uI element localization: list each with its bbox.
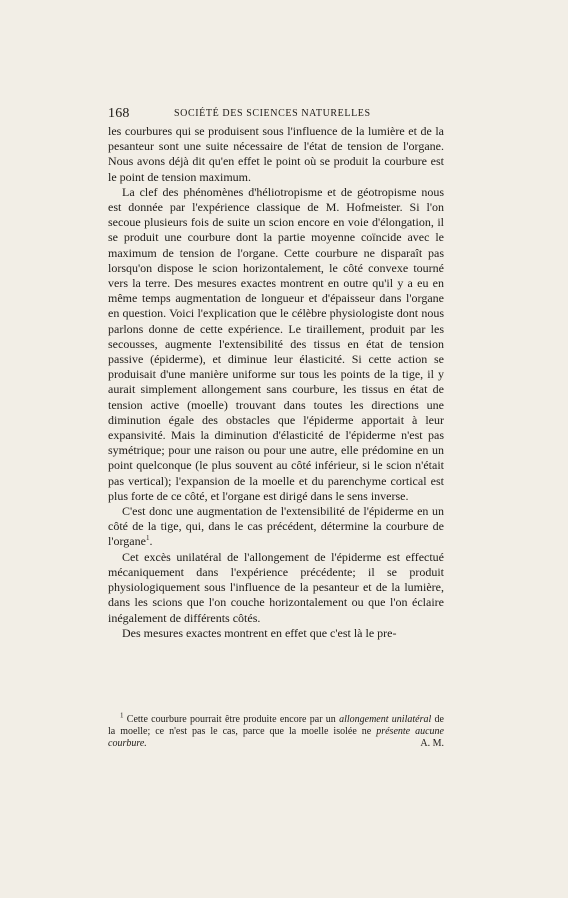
paragraph-1: les courbures qui se produisent sous l'influence de la lumière et de la pesanteur sont une suite nécessaire de l'état de tension de l'organe. Nous avons déjà dit qu'en effet le point où se produit la courbure est le point de tension maximum.: [108, 124, 444, 184]
footnote-text-middle: de la moelle; ce n'est pas le cas, parce que la moelle isolée ne: [108, 714, 444, 738]
running-title: SOCIÉTÉ DES SCIENCES NATURELLES: [174, 108, 371, 119]
paragraph-2: La clef des phénomènes d'héliotropisme et de géotropisme nous est donnée par l'expérience classique de M. Hofmeister. Si l'on secoue plusieurs fois de suite un scion encore en voie d'élongation, il se produit une courbure dont la partie moyenne coïncide avec le maximum de tension de l'organe. Cette courbure ne disparaît pas lorsqu'on dispose le scion horizontalement, le côté convexe tourné vers la terre. Des mesures exactes montrent en outre qu'il y a eu en même temps augmentation de longueur et d'épaisseur dans l'organe en question. Voici l'explication que le célèbre physiologiste dont nous parlons donne de cette expérience. Le tiraillement, produit par les secousses, augmente l'extensibilité des tissus en état de tension passive (épiderme), et diminue leur élasticité. Si cette action se produisait d'une manière uniforme sur tous les points de la tige, il y aurait simplement allongement sans courbure, les tissus en état de tension active (moelle) trouvant dans toutes les directions une diminution égale des obstacles que l'épiderme apportait à leur expansivité. Mais la diminution d'élasticité de l'épiderme n'est pas symétrique; pour une raison ou pour une autre, elle prédomine en un point quelconque (le plus souvent au côté inférieur, si le scion n'était pas vertical); l'expansion de la moelle et du parenchyme cortical est plus forte de ce côté, et l'organe est dirigé dans le sens inverse.: [108, 184, 444, 503]
page-header: [108, 106, 444, 122]
paragraph-3-text: C'est donc une augmentation de l'extensibilité de l'épiderme en un côté de la tige, qui, dans le cas précédent, détermine la courbure de l'organe: [108, 504, 444, 549]
footnote-signature: A. M.: [420, 738, 444, 750]
footnote-italic-2: présente aucune courbure.: [108, 726, 444, 750]
paragraph-4: Cet excès unilatéral de l'allongement de l'épiderme est effectué mécaniquement dans l'expérience précédente; il se produit physiologiquement sous l'influence de la pesanteur et de la lumière, dans les scions que l'on couche horizontalement ou que l'on éclaire inégalement de différents côtés.: [108, 549, 444, 625]
main-text: [108, 124, 444, 641]
page-number: 168: [108, 106, 130, 121]
footnote: [108, 711, 444, 751]
footnote-italic-1: allongement unilatéral: [339, 714, 432, 725]
footnote-text: [108, 711, 444, 751]
paragraph-3: C'est donc une augmentation de l'extensibilité de l'épiderme en un côté de la tige, qui, dans le cas précédent, détermine la courbure de l'organe$^1$.: [108, 504, 444, 549]
footnote-text-before: Cette courbure pourrait être produite encore par un: [126, 714, 340, 725]
paragraph-5: Des mesures exactes montrent en effet que c'est là le pre-: [122, 625, 397, 640]
footnote-reference[interactable]: 1: [145, 534, 150, 543]
footnote-marker: 1: [120, 711, 124, 720]
